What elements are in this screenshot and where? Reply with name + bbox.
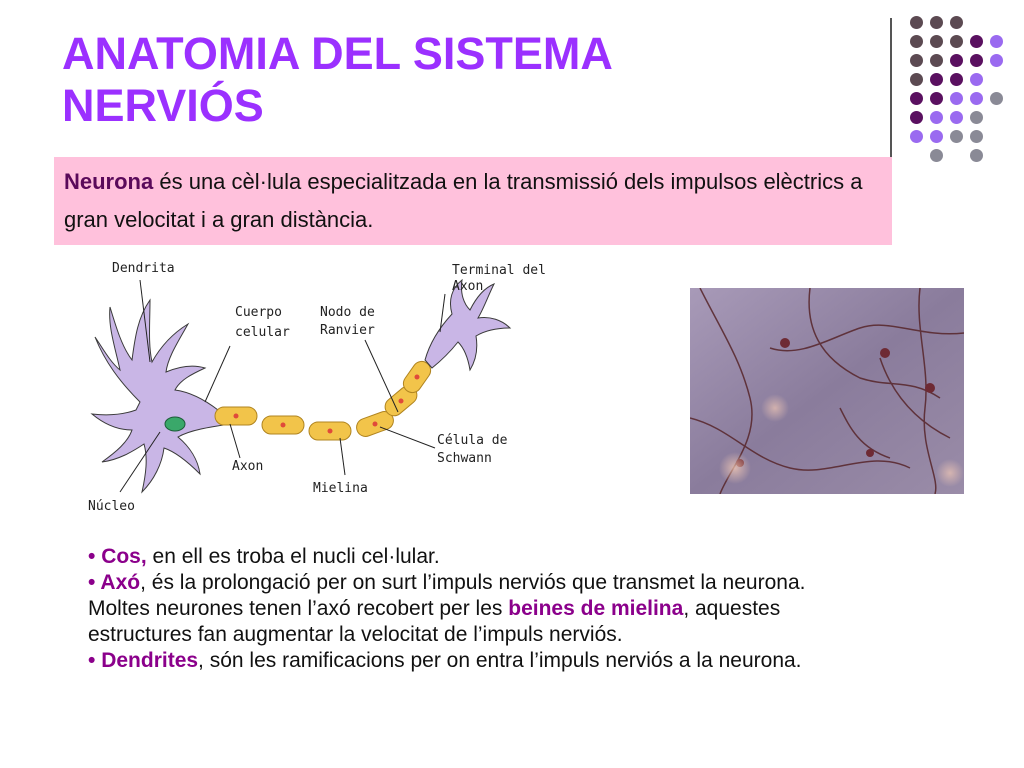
neuron-diagram [80,252,560,522]
bullet-axo-text: , és la prolongació per on surt l’impuls nerviós que transmet la neurona. [140,571,806,594]
decorative-dot [950,92,963,105]
decorative-dot [970,149,983,162]
slide-title-line1: ANATOMIA DEL SISTEMA [62,28,613,79]
neurons-photo [690,288,964,494]
bullet-dendrites-text: , són les ramificacions per on entra l’impuls nerviós a la neurona. [198,649,802,672]
term-cos: Cos, [101,545,147,568]
decorative-dot [990,54,1003,67]
decorative-dot [930,35,943,48]
decorative-dot [930,92,943,105]
label-mielina: Mielina [313,481,368,496]
decorative-dot [950,111,963,124]
decorative-dot [990,92,1003,105]
bullet-marker: • [88,649,102,672]
slide-title-line2: NERVIÓS [62,80,264,131]
decorative-dot [950,35,963,48]
slide-title [62,28,862,132]
body-bullets [88,544,988,674]
label-nucleo: Núcleo [88,499,135,514]
decorative-dot [930,54,943,67]
decorative-dot [950,54,963,67]
decorative-dot [910,111,923,124]
bullet-marker: • [88,571,101,594]
decorative-dot [910,54,923,67]
decorative-dot [910,16,923,29]
axo-cont3: estructures fan augmentar la velocitat de l’impuls nerviós. [88,623,623,646]
label-cuerpo-line1: Cuerpo [235,305,282,320]
label-dendrita: Dendrita [112,261,175,276]
decorative-dot [910,35,923,48]
term-axo: Axó [100,571,141,594]
label-celula-line1: Célula de [437,433,508,448]
bullet-cos-text: en ell es troba el nucli cel·lular. [146,545,440,568]
decorative-dot [950,130,963,143]
decorative-dot [930,149,943,162]
bullet-marker: • [88,545,102,568]
decorative-dot [970,92,983,105]
decorative-dot [930,73,943,86]
label-nodo-line2: Ranvier [320,323,375,338]
bullet-axo [88,570,988,596]
bullet-axo-continuation [88,596,988,622]
decorative-dot [930,130,943,143]
decorative-dot [970,54,983,67]
decorative-dot-grid [904,16,1024,166]
decorative-dot [990,35,1003,48]
decorative-dot [970,73,983,86]
definition-body: és una cèl·lula especialitzada en la transmissió dels impulsos elèctrics a gran velocitat i a gran distància. [64,169,863,232]
definition-text [64,163,884,239]
decorative-dot [910,130,923,143]
definition-term: Neurona [64,169,154,194]
decorative-dot [950,16,963,29]
label-terminal-line2: Axon [452,279,484,294]
decorative-dot [930,111,943,124]
decorative-dot [910,73,923,86]
label-cuerpo-line2: celular [235,325,290,340]
decorative-dot [970,130,983,143]
decorative-dot [970,111,983,124]
decorative-dot [910,92,923,105]
bullet-dendrites [88,648,988,674]
decorative-dot [970,35,983,48]
label-celula-line2: Schwann [437,451,492,466]
axo-cont1: Moltes neurones tenen l’axó recobert per les [88,597,509,620]
nucleus-shape [165,417,185,431]
bullet-cos [88,544,988,570]
decorative-dot [930,16,943,29]
label-axon: Axon [232,459,264,474]
term-beines-mielina: beines de mielina [508,597,684,620]
dendrites-shape [92,300,230,492]
label-nodo-line1: Nodo de [320,305,375,320]
decorative-dot [950,73,963,86]
label-terminal-line1: Terminal del [452,263,546,278]
decorative-divider [890,18,892,158]
term-dendrites: Dendrites [101,649,199,672]
axo-cont2: , aquestes [683,597,781,620]
bullet-axo-continuation2 [88,622,988,648]
